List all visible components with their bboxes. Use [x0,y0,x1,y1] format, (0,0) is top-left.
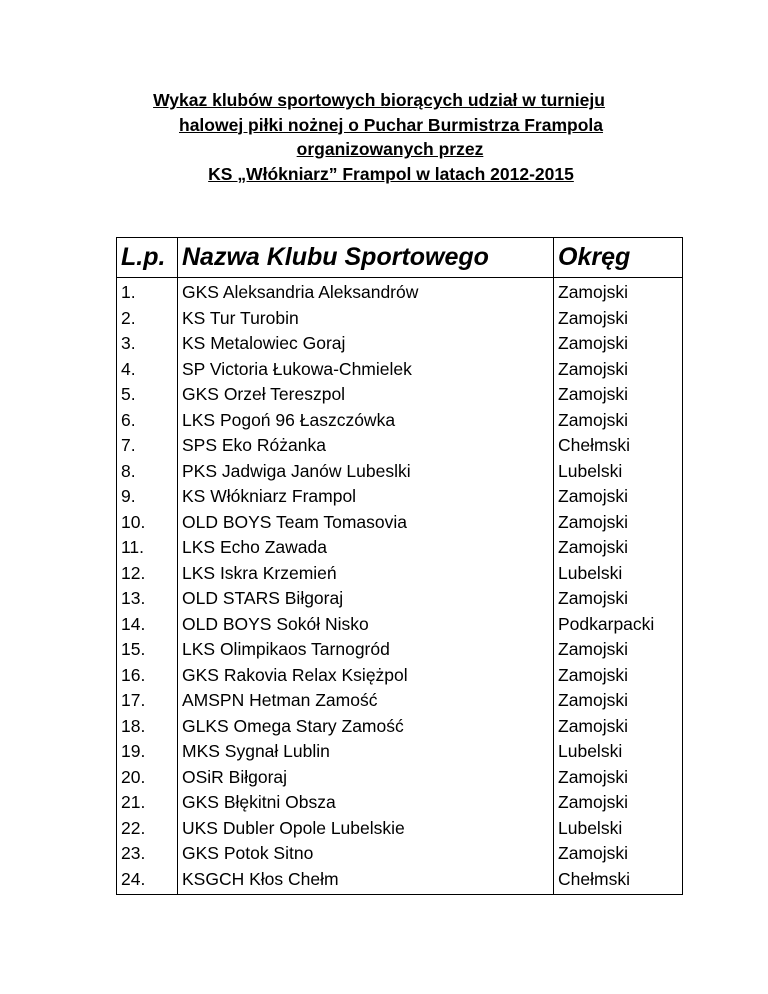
row-number: 8. [117,459,178,485]
row-number: 20. [117,765,178,791]
club-name: OLD BOYS Team Tomasovia [178,510,554,536]
district-name: Zamojski [554,306,683,332]
row-number: 4. [117,357,178,383]
district-name: Zamojski [554,510,683,536]
document-title [100,88,670,186]
district-name: Chełmski [554,433,683,459]
district-name: Zamojski [554,357,683,383]
club-name: SPS Eko Różanka [178,433,554,459]
table-row [117,278,683,306]
club-name: GKS Orzeł Tereszpol [178,382,554,408]
row-number: 9. [117,484,178,510]
table-row [117,357,683,383]
row-number: 18. [117,714,178,740]
district-name: Zamojski [554,637,683,663]
club-name: KS Tur Turobin [178,306,554,332]
district-name: Zamojski [554,408,683,434]
district-name: Zamojski [554,765,683,791]
club-name: LKS Echo Zawada [178,535,554,561]
club-name: OLD STARS Biłgoraj [178,586,554,612]
table-row [117,867,683,895]
row-number: 13. [117,586,178,612]
club-name: MKS Sygnał Lublin [178,739,554,765]
table-row [117,841,683,867]
table-row [117,535,683,561]
club-name: OSiR Biłgoraj [178,765,554,791]
district-name: Lubelski [554,459,683,485]
table-header-row [117,238,683,278]
club-name: UKS Dubler Opole Lubelskie [178,816,554,842]
table-row [117,331,683,357]
table-row [117,586,683,612]
district-name: Podkarpacki [554,612,683,638]
club-name: GKS Rakovia Relax Księżpol [178,663,554,689]
row-number: 11. [117,535,178,561]
title-line-4: KS „Włókniarz” Frampol w latach 2012-2015 [208,163,574,184]
district-name: Zamojski [554,484,683,510]
table-row [117,663,683,689]
row-number: 24. [117,867,178,895]
table-row [117,306,683,332]
district-name: Zamojski [554,790,683,816]
club-name: GLKS Omega Stary Zamość [178,714,554,740]
table-row [117,714,683,740]
club-name: AMSPN Hetman Zamość [178,688,554,714]
district-name: Lubelski [554,561,683,587]
club-name: GKS Błękitni Obsza [178,790,554,816]
district-name: Zamojski [554,663,683,689]
district-name: Zamojski [554,278,683,306]
title-line-1: Wykaz klubów sportowych biorących udział w turnieju [153,90,605,110]
row-number: 14. [117,612,178,638]
row-number: 5. [117,382,178,408]
table-row [117,739,683,765]
district-name: Chełmski [554,867,683,895]
table-row [117,816,683,842]
district-name: Lubelski [554,816,683,842]
row-number: 23. [117,841,178,867]
club-name: GKS Aleksandria Aleksandrów [178,278,554,306]
district-name: Zamojski [554,382,683,408]
club-name: KS Włókniarz Frampol [178,484,554,510]
table-row [117,433,683,459]
table-row [117,637,683,663]
club-name: KSGCH Kłos Chełm [178,867,554,895]
club-name: GKS Potok Sitno [178,841,554,867]
row-number: 16. [117,663,178,689]
district-name: Zamojski [554,714,683,740]
table-row [117,688,683,714]
table-row [117,408,683,434]
club-name: LKS Pogoń 96 Łaszczówka [178,408,554,434]
club-name: LKS Olimpikaos Tarnogród [178,637,554,663]
table-row [117,484,683,510]
table-row [117,790,683,816]
title-line-2: halowej piłki nożnej o Puchar Burmistrza Frampola [179,114,603,135]
header-club-name: Nazwa Klubu Sportowego [178,238,554,278]
row-number: 12. [117,561,178,587]
table-row [117,612,683,638]
club-name: PKS Jadwiga Janów Lubeslki [178,459,554,485]
title-line-3: organizowanych przez [296,139,484,159]
table-row [117,382,683,408]
table-row [117,510,683,536]
row-number: 3. [117,331,178,357]
club-name: SP Victoria Łukowa-Chmielek [178,357,554,383]
club-name: LKS Iskra Krzemień [178,561,554,587]
row-number: 2. [117,306,178,332]
row-number: 22. [117,816,178,842]
district-name: Zamojski [554,586,683,612]
table-row [117,765,683,791]
row-number: 21. [117,790,178,816]
district-name: Zamojski [554,688,683,714]
header-district: Okręg [554,238,683,278]
clubs-table [116,237,683,895]
row-number: 17. [117,688,178,714]
row-number: 15. [117,637,178,663]
district-name: Zamojski [554,535,683,561]
row-number: 10. [117,510,178,536]
club-name: OLD BOYS Sokół Nisko [178,612,554,638]
header-lp: L.p. [117,238,178,278]
district-name: Zamojski [554,841,683,867]
row-number: 19. [117,739,178,765]
row-number: 1. [117,278,178,306]
table-row [117,459,683,485]
table-row [117,561,683,587]
row-number: 6. [117,408,178,434]
club-name: KS Metalowiec Goraj [178,331,554,357]
district-name: Lubelski [554,739,683,765]
district-name: Zamojski [554,331,683,357]
row-number: 7. [117,433,178,459]
